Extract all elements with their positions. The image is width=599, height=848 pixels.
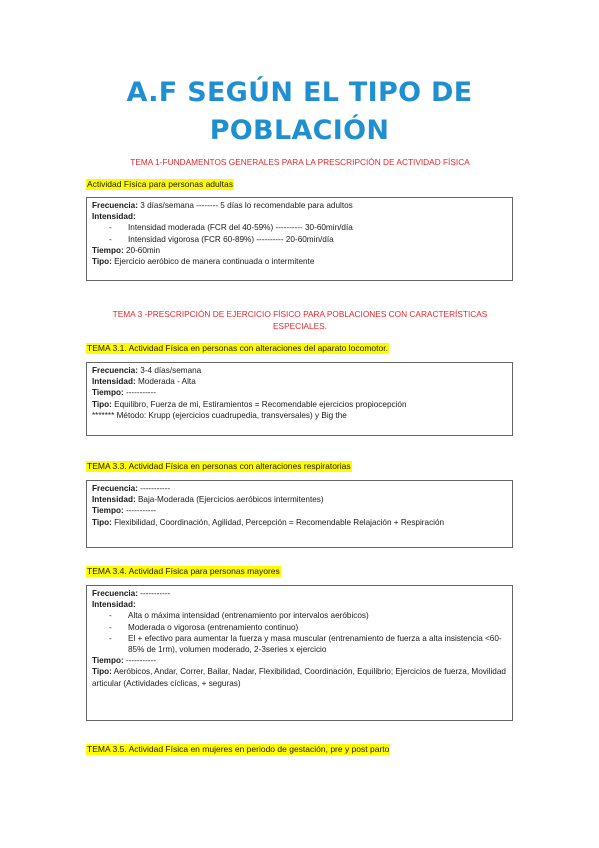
time-label: Tiempo: xyxy=(92,245,124,255)
tema1-heading: TEMA 1-FUNDAMENTOS GENERALES PARA LA PRESCRIPCIÓN DE ACTIVIDAD FÍSICA xyxy=(130,157,470,167)
int-label: Intensidad: xyxy=(92,377,136,387)
s34-box xyxy=(86,585,513,721)
tema1-box xyxy=(86,197,513,281)
freq-label: Frecuencia: xyxy=(92,589,138,598)
int-value: Baja-Moderada (Ejercicios aeróbicos intermitentes) xyxy=(135,495,324,505)
type-value: Equilibro, Fuerza de mi, Estiramientos = Recomendable ejercicios propiocepción xyxy=(111,399,407,409)
freq-value: 3-4 días/semana xyxy=(137,366,202,375)
freq-label: Frecuencia: xyxy=(92,484,138,493)
bullet-text: Moderada o vigorosa (entrenamiento continuo) xyxy=(128,622,299,632)
bullet-text: Alta o máxima intensidad (entrenamiento por intervalos aeróbicos) xyxy=(128,611,369,621)
s31-box xyxy=(86,362,513,436)
type-label: Tipo: xyxy=(92,667,112,677)
title-line-1: A.F SEGÚN EL TIPO DE xyxy=(126,77,473,108)
type-label: Tipo: xyxy=(92,399,112,409)
type-line xyxy=(92,517,508,528)
time-value: 20-60min xyxy=(123,245,161,255)
int-value: Moderada - Alta xyxy=(135,377,196,387)
bullet-dash: - xyxy=(109,611,112,621)
type-line xyxy=(92,666,508,688)
freq-line xyxy=(92,200,508,211)
tema1-subheading: Actividad Física para personas adultas xyxy=(87,179,233,189)
bullet-item xyxy=(92,234,508,245)
time-line xyxy=(92,505,508,516)
int-line xyxy=(92,376,508,387)
time-label: Tiempo: xyxy=(92,388,124,398)
s34-subheading: TEMA 3.4. Actividad Física para personas mayores xyxy=(87,566,280,576)
title-line-2: POBLACIÓN xyxy=(209,115,390,146)
s33-subheading: TEMA 3.3. Actividad Física en personas con alteraciones respiratorias xyxy=(87,461,351,471)
time-value: ----------- xyxy=(123,656,156,666)
int-label: Intensidad: xyxy=(92,212,136,222)
s33-box xyxy=(86,480,513,548)
type-line xyxy=(92,256,508,267)
bullet-dash: - xyxy=(109,633,112,643)
freq-label: Frecuencia: xyxy=(92,201,138,210)
s31-subheading: TEMA 3.1. Actividad Física en personas con alteraciones del aparato locomotor. xyxy=(87,343,388,353)
time-label: Tiempo: xyxy=(92,656,124,666)
freq-label: Frecuencia: xyxy=(92,366,138,375)
method-note: ******* Método: Krupp (ejercicios cuadrupedia, transversales) y Big the xyxy=(92,410,347,420)
int-label: Intensidad: xyxy=(92,600,136,610)
time-line xyxy=(92,245,508,256)
document-title xyxy=(0,74,599,150)
type-label: Tipo: xyxy=(92,517,112,527)
type-value: Aeróbicos, Andar, Correr, Bailar, Nadar, Flexibilidad, Coordinación, Equilibrio; Ejercicios de fuerza, Movilidad articular (Actividades cíclicas, + seguras) xyxy=(92,667,506,688)
bullet-dash: - xyxy=(109,234,112,244)
bullet-text: Intensidad vigorosa (FCR 60-89%) ---------- 20-60min/día xyxy=(128,234,334,244)
int-line xyxy=(92,211,508,222)
freq-value: ----------- xyxy=(137,589,171,598)
type-line xyxy=(92,399,508,410)
tema3-heading-line-2: ESPECIALES. xyxy=(273,321,327,331)
bullet-dash: - xyxy=(109,223,112,233)
bullet-dash: - xyxy=(109,622,112,632)
int-line xyxy=(92,494,508,505)
time-value: ----------- xyxy=(123,506,156,516)
time-value: ----------- xyxy=(123,388,156,398)
freq-line xyxy=(92,588,508,599)
bullet-text: Intensidad moderada (FCR del 40-59%) ---------- 30-60min/día xyxy=(128,223,353,233)
type-value: Flexibilidad, Coordinación, Agilidad, Percepción = Recomendable Relajación + Respiración xyxy=(111,517,445,527)
time-label: Tiempo: xyxy=(92,506,124,516)
tema3-heading xyxy=(90,308,510,332)
time-line xyxy=(92,655,508,666)
int-line xyxy=(92,599,508,610)
bullet-item xyxy=(92,622,508,633)
int-label: Intensidad: xyxy=(92,495,136,505)
tema3-heading-line-1: TEMA 3 -PRESCRIPCIÓN DE EJERCICIO FÍSICO PARA POBLACIONES CON CARACTERÍSTICAS xyxy=(112,309,488,319)
s35-subheading: TEMA 3.5. Actividad Física en mujeres en periodo de gestación, pre y post parto xyxy=(87,744,390,754)
freq-line xyxy=(92,365,508,376)
freq-value: 3 días/semana -------- 5 días lo recomendable para adultos xyxy=(137,201,353,210)
type-label: Tipo: xyxy=(92,257,112,267)
freq-line xyxy=(92,483,508,494)
bullet-item xyxy=(92,633,508,655)
bullet-item xyxy=(92,222,508,233)
type-value: Ejercicio aeróbico de manera continuada o intermitente xyxy=(111,257,315,267)
freq-value: ----------- xyxy=(137,484,171,493)
time-line xyxy=(92,387,508,398)
bullet-text: El + efectivo para aumentar la fuerza y masa muscular (entrenamiento de fuerza a alta insistencia <60-85% de 1rm), volumen moderado, 2-3series x ejercicio xyxy=(128,633,502,655)
bullet-item xyxy=(92,610,508,621)
